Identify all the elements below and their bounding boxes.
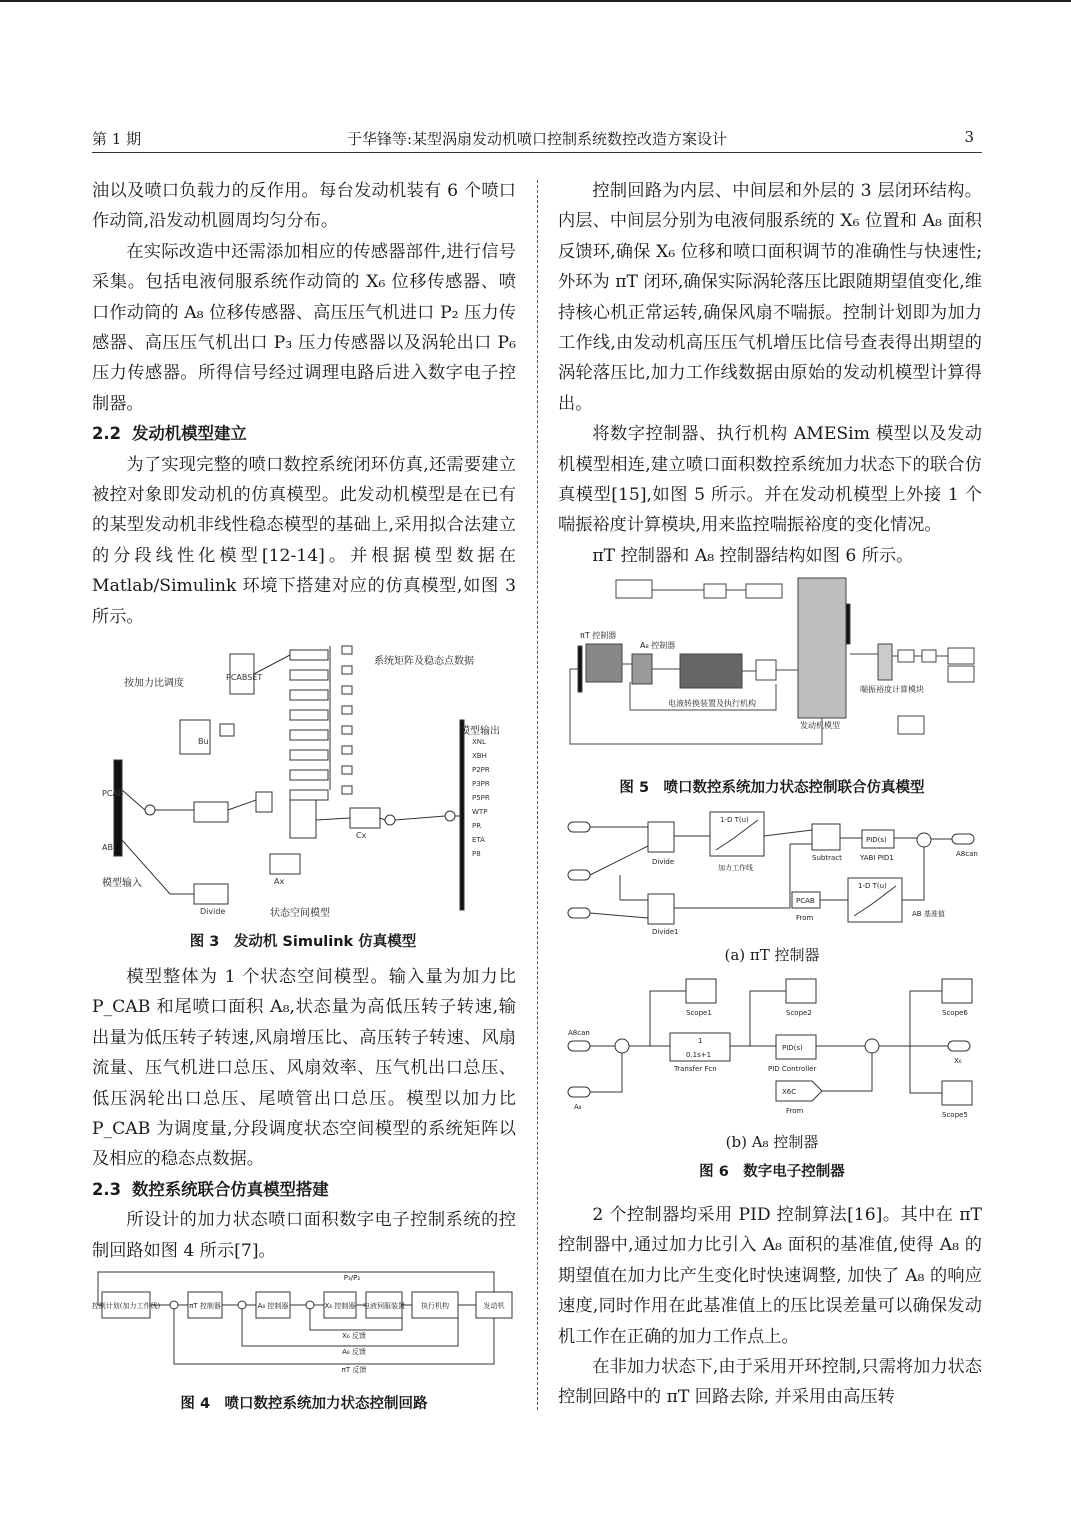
section-heading-2-3: 2.3 数控系统联合仿真模型搭建 xyxy=(92,1179,329,1199)
state-space-label: 状态空间模型 xyxy=(270,908,330,919)
block-label: Divide1 xyxy=(652,928,679,936)
block-label: A8can xyxy=(568,1029,590,1037)
block-label: Ax xyxy=(274,877,285,886)
block-label: Scope5 xyxy=(942,1111,968,1119)
figure-5-caption: 图 5 喷口数控系统加力状态控制联合仿真模型 xyxy=(619,780,925,796)
paragraph: 将数字控制器、执行机构 AMESim 模型以及发动机模型相连,建立喷口面积数控系统加力状态下的联合仿真模型[15],如图 5 所示。并在发动机模型上外接 1 个喘振裕度计算模块,用来监控喘振裕度的变化情况。 xyxy=(558,424,982,536)
block-label: From xyxy=(796,914,814,922)
block-label: 1-D T(u) xyxy=(858,882,887,890)
block-label: A₈ xyxy=(574,1103,582,1111)
block-label: πT 控制器 xyxy=(189,1302,221,1310)
simulink-engine-model xyxy=(90,640,516,920)
block-label: Cx xyxy=(356,831,367,840)
output-label: PR xyxy=(472,822,482,830)
left-column xyxy=(92,176,516,632)
block-label: X₆ xyxy=(954,1057,962,1065)
output-label: XBH xyxy=(472,752,487,760)
feedback-label: P₃/P₂ xyxy=(343,1274,361,1282)
input-label: AB xyxy=(102,843,113,852)
figure-6 xyxy=(560,808,984,1188)
block-label: 加力工作线 xyxy=(718,864,753,872)
block-label: 控制计划(加力工作线) xyxy=(92,1302,161,1310)
figure-4-caption: 图 4 喷口数控系统加力状态控制回路 xyxy=(180,1396,428,1412)
pit-controller-diagram xyxy=(560,808,984,938)
block-label: Divide xyxy=(652,858,675,866)
block-label: PID Controller xyxy=(768,1065,817,1073)
block-label: 执行机构 xyxy=(421,1302,449,1310)
figure-5 xyxy=(560,574,984,800)
schedule-label: 按加力比调度 xyxy=(124,678,184,689)
figure-3 xyxy=(90,640,516,950)
block-label: A8can xyxy=(956,850,978,858)
paragraph: 模型整体为 1 个状态空间模型。输入量为加力比 P_CAB 和尾喷口面积 A₈,状态量为高低压转子转速,输出量为低压转子转速,风扇增压比、高压转子转速、风扇流量、压气机进口总压、风扇效率、压气机出口总压、低压涡轮出口总压、尾喷管出口总压。模型以加力比 P_CAB 为调度量,分段调度状态空间模型的系统矩阵以及相应的稳态点数据。 xyxy=(92,967,516,1170)
block-label: From xyxy=(786,1107,804,1115)
running-header xyxy=(92,124,982,154)
paragraph: 所设计的加力状态喷口面积数字电子控制系统的控制回路如图 4 所示[7]。 xyxy=(92,1210,516,1261)
output-label: ETA xyxy=(472,836,485,844)
block-label: X₆ 控制器 xyxy=(324,1302,356,1310)
output-port-labels xyxy=(472,738,490,858)
block-label: Scope6 xyxy=(942,1009,968,1017)
feedback-label: πT 反馈 xyxy=(341,1366,367,1374)
block-label: 1-D T(u) xyxy=(720,816,749,824)
figure-6a-label: (a) πT 控制器 xyxy=(724,946,820,964)
header-rule xyxy=(92,152,982,153)
block-label: PID(s) xyxy=(866,836,887,844)
running-title: 于华锋等:某型涡扇发动机喷口控制系统数控改造方案设计 xyxy=(346,130,728,148)
model-output-label: 模型输出 xyxy=(460,726,500,737)
output-label: XNL xyxy=(472,738,486,746)
paragraph: 在非加力状态下,由于采用开环控制,只需将加力状态控制回路中的 πT 回路去除, 并采用由高压转 xyxy=(558,1357,982,1408)
page-number: 3 xyxy=(964,128,974,146)
joint-simulation-model xyxy=(560,574,984,760)
paragraph: 2 个控制器均采用 PID 控制算法[16]。其中在 πT 控制器中,通过加力比引入 A₈ 面积的基准值,使得 A₈ 的期望值在加力比产生变化时快速调整, 加快了 A₈ 的响应速度,同时作用在此基准值上的压比误差量可以确保发动机工作在正确的加力工作点上。 xyxy=(558,1205,982,1347)
block-label: 电液转换装置及执行机构 xyxy=(668,699,756,708)
block-label: πT 控制器 xyxy=(580,631,617,640)
right-column xyxy=(558,176,982,571)
block-label: X6C xyxy=(782,1088,797,1096)
block-label: Bu xyxy=(198,737,209,746)
figure-6b-label: (b) A₈ 控制器 xyxy=(725,1133,819,1151)
block-label: PID(s) xyxy=(782,1044,803,1052)
block-label: 电液伺服装置 xyxy=(363,1302,405,1310)
a8-controller-diagram xyxy=(560,975,984,1125)
control-loop-diagram xyxy=(92,1266,516,1378)
block-label: AB 基准值 xyxy=(912,910,945,918)
feedback-label: A₈ 反馈 xyxy=(342,1348,366,1356)
column-divider xyxy=(537,180,538,1410)
block-label: Divide xyxy=(200,907,226,916)
pcabset-label: PCABSET xyxy=(226,673,263,682)
block-label: Subtract xyxy=(812,854,842,862)
block-label: A₈ 控制器 xyxy=(640,641,676,650)
block-label: PCAB xyxy=(796,897,815,905)
output-label: P2PR xyxy=(472,766,490,774)
figure-3-caption: 图 3 发动机 Simulink 仿真模型 xyxy=(189,934,417,950)
output-label: P8 xyxy=(472,850,481,858)
block-label: Scope2 xyxy=(786,1009,812,1017)
output-label: WTP xyxy=(472,808,488,816)
issue-number: 第 1 期 xyxy=(92,130,142,148)
figure-6-caption: 图 6 数字电子控制器 xyxy=(699,1164,845,1180)
feedback-label: X₆ 反馈 xyxy=(342,1332,366,1340)
paragraph: 控制回路为内层、中间层和外层的 3 层闭环结构。内层、中间层分别为电液伺服系统的 X₆ 位置和 A₈ 面积反馈环,确保 X₆ 位移和喷口面积调节的准确性与快速性;外环为 πT 闭环,确保实际涡轮落压比跟随期望值变化,维持核心机正常运转,确保风扇不喘振。控制计划即为加力工作线,由发动机高压压气机增压比信号查表得出期望的涡轮落压比,加力工作线数据由原始的发动机模型计算得出。 xyxy=(558,181,982,414)
figure-4 xyxy=(92,1266,516,1416)
paragraph: 在实际改造中还需添加相应的传感器部件,进行信号采集。包括电液伺服系统作动筒的 X₆ 位移传感器、喷口作动筒的 A₈ 位移传感器、高压压气机进口 P₂ 压力传感器、高压压气机出口 P₃ 压力传感器以及涡轮出口 P₆ 压力传感器。所得信号经过调理电路后进入数字电子控制器。 xyxy=(92,241,516,414)
block-label: Transfer Fcn xyxy=(674,1065,717,1073)
block-label: 1 xyxy=(698,1037,703,1045)
block-label: 0.1s+1 xyxy=(686,1051,712,1059)
block-label: 喘振裕度计算模块 xyxy=(860,685,924,694)
left-column-lower xyxy=(92,962,516,1266)
block-label: 发动机 xyxy=(483,1302,505,1310)
paragraph: πT 控制器和 A₈ 控制器结构如图 6 所示。 xyxy=(592,545,914,566)
right-column-lower xyxy=(558,1200,982,1413)
input-label: PCAB xyxy=(102,789,124,798)
block-label: YABI PID1 xyxy=(860,854,894,862)
output-label: P5PR xyxy=(472,794,490,802)
paragraph: 为了实现完整的喷口数控系统闭环仿真,还需要建立被控对象即发动机的仿真模型。此发动机模型是在已有的某型发动机非线性稳态模型的基础上,采用拟合法建立的分段线性化模型[12-14]。并根据模型数据在 Matlab/Simulink 环境下搭建对应的仿真模型,如图 3 所示。 xyxy=(92,454,516,627)
matrix-label: 系统矩阵及稳态点数据 xyxy=(374,656,474,667)
block-label: 发动机模型 xyxy=(800,721,840,730)
output-label: P3PR xyxy=(472,780,490,788)
section-heading-2-2: 2.2 发动机模型建立 xyxy=(92,424,247,444)
paragraph: 油以及喷口负载力的反作用。每台发动机装有 6 个喷口作动筒,沿发动机圆周均匀分布。 xyxy=(92,181,516,232)
top-border xyxy=(0,0,1071,8)
block-label: A₈ 控制器 xyxy=(257,1302,289,1310)
block-label: Scope1 xyxy=(686,1009,712,1017)
model-input-label: 模型输入 xyxy=(102,878,142,889)
